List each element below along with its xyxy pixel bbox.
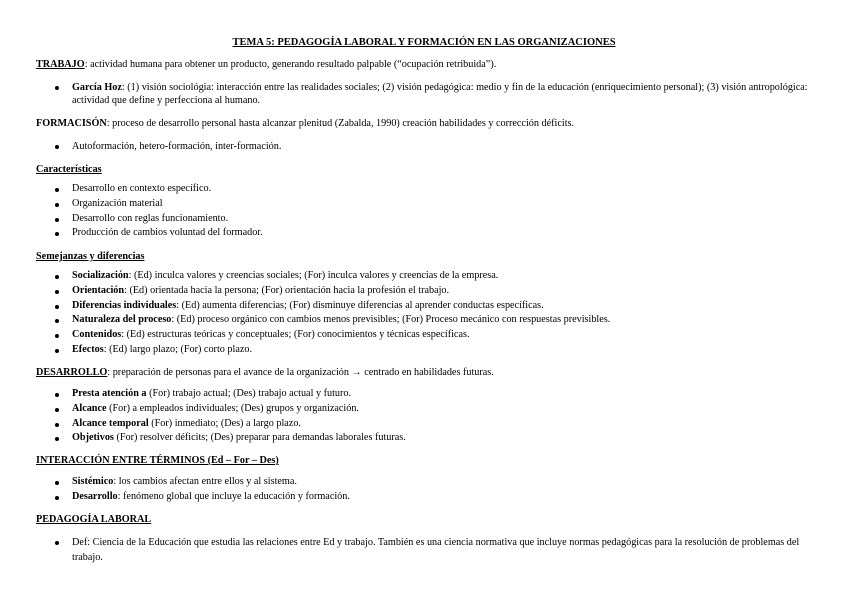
list-item: Socialización: (Ed) inculca valores y creencias sociales; (For) inculca valores y creencias de la empresa.: [55, 269, 815, 284]
list-item: Desarrollo en contexto específico.: [55, 182, 815, 197]
pedagogia-heading: PEDAGOGÍA LABORAL: [36, 514, 152, 525]
list-item: Organización material: [55, 197, 815, 212]
list-item: Presta atención a (For) trabajo actual; (Des) trabajo actual y futuro.: [55, 387, 815, 402]
page-title: TEMA 5: PEDAGOGÍA LABORAL Y FORMACIÓN EN LAS ORGANIZACIONES: [232, 37, 616, 48]
list-item: Alcance temporal (For) inmediato; (Des) a largo plazo.: [55, 417, 815, 432]
list-item: Alcance (For) a empleados individuales; (Des) grupos y organización.: [55, 402, 815, 417]
list-item: Desarrollo: fenómeno global que incluye la educación y formación.: [55, 490, 815, 505]
semejanzas-heading: Semejanzas y diferencias: [36, 251, 145, 262]
list-item: Def: Ciencia de la Educación que estudia las relaciones entre Ed y trabajo. También es una ciencia normativa que incluye normas pedagógicas para la resolución de problemas del trabajo.: [55, 536, 815, 565]
list-item: [55, 81, 815, 107]
list-item: Diferencias individuales: (Ed) aumenta diferencias; (For) disminuye diferencias al aprender conductas específicas.: [55, 299, 815, 314]
list-item: Autoformación, hetero-formación, inter-formación.: [55, 140, 815, 153]
list-item: Naturaleza del proceso: (Ed) proceso orgánico con cambios menos previsibles; (For) Proceso mecánico con respuestas previsibles.: [55, 313, 815, 328]
desarrollo-list: [55, 387, 815, 446]
formacion-term: FORMACISÓN: [36, 118, 107, 129]
pedagogia-list: [55, 536, 815, 565]
list-item: Efectos: (Ed) largo plazo; (For) corto plazo.: [55, 343, 815, 358]
trabajo-text: : actividad humana para obtener un producto, generando resultado palpable (“ocupación retribuida”).: [84, 59, 497, 70]
interaccion-heading: INTERACCIÓN ENTRE TÉRMINOS (Ed – For – Des): [36, 455, 279, 466]
semejanzas-list: [55, 269, 815, 358]
formacion-text: : proceso de desarrollo personal hasta alcanzar plenitud (Zabalda, 1990) creación habilidades y corrección déficits.: [106, 118, 575, 129]
formacion-list: [55, 140, 815, 153]
interaccion-list: [55, 475, 815, 505]
formacion-definition: [36, 117, 816, 130]
trabajo-list: [55, 81, 815, 107]
item-term: García Hoz: [72, 82, 122, 93]
desarrollo-term: DESARROLLO: [36, 367, 108, 378]
trabajo-term: TRABAJO: [36, 59, 85, 70]
trabajo-definition: [36, 58, 816, 71]
list-item: Orientación: (Ed) orientada hacia la persona; (For) orientación hacia la profesión el trabajo.: [55, 284, 815, 299]
item-text: : (1) visión sociológia: interacción entre las realidades sociales; (2) visión pedagógica: medio y fin de la educación (enriquecimiento personal); (3) visión antropológica: actividad que define y perfecciona al humano.: [72, 82, 808, 106]
desarrollo-text: : preparación de personas para el avance de la organización → centrado en habilidades futuras.: [107, 367, 494, 378]
list-item: Sistémico: los cambios afectan entre ellos y al sistema.: [55, 475, 815, 490]
list-item: Desarrollo con reglas funcionamiento.: [55, 212, 815, 227]
list-item: Producción de cambios voluntad del formador.: [55, 226, 815, 241]
desarrollo-definition: [36, 366, 816, 379]
caracteristicas-heading: Características: [36, 164, 102, 175]
list-item: Objetivos (For) resolver déficits; (Des) preparar para demandas laborales futuras.: [55, 431, 815, 446]
caracteristicas-list: [55, 182, 815, 241]
list-item: Contenidos: (Ed) estructuras teóricas y conceptuales; (For) conocimientos y técnicas específicas.: [55, 328, 815, 343]
